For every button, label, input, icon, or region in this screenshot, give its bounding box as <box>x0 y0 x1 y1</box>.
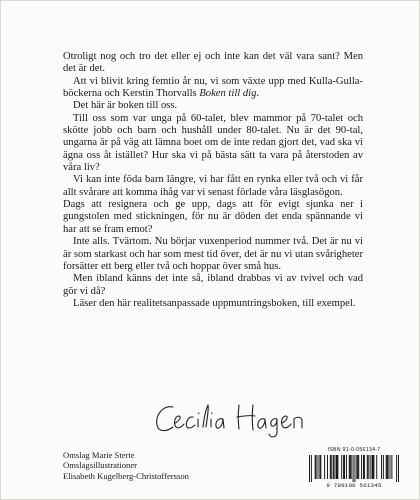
author-signature <box>151 399 311 439</box>
barcode-bar <box>370 455 371 479</box>
barcode-bar <box>351 455 352 479</box>
barcode-bar <box>346 455 347 479</box>
barcode-bar <box>331 455 332 479</box>
blurb-text <box>63 51 363 310</box>
barcode-bar <box>311 455 312 482</box>
paragraph-6: Dags att resignera och ge upp, dags att för evigt sjunka ner i gungstolen med stickningen, för nu är döden det enda spännande vi har att se fram emot? <box>63 199 363 235</box>
paragraph-2 <box>63 76 363 101</box>
barcode-bar <box>388 455 389 479</box>
barcode-bar <box>336 455 337 479</box>
barcode-bar <box>358 455 359 479</box>
barcode-bar <box>376 455 377 479</box>
barcode-bar <box>341 455 342 479</box>
barcode-bar <box>373 455 374 479</box>
paragraph-2-end: . <box>256 88 260 100</box>
barcode-bar <box>387 455 388 479</box>
barcode-bar <box>357 455 358 479</box>
barcode-bar <box>367 455 368 479</box>
barcode-bar <box>327 455 328 479</box>
paragraph-3: Det här är boken till oss. <box>73 100 178 112</box>
barcode-bar <box>320 455 321 479</box>
barcode-image <box>309 455 399 482</box>
barcode-bar <box>350 455 351 479</box>
barcode-bar <box>386 455 387 479</box>
paragraph-4: Till oss som var unga på 60-talet, blev mammor på 70-talet och skötte jobb och barn och hushåll under 80-talet. Nu är det 90-tal, ungarna är på väg att lämna boet om de inte redan gjort det, vad ska vi ägna oss åt istället? Hur ska vi på bästa sätt ta vara på återstoden av våra liv? <box>63 112 363 174</box>
barcode-bar <box>354 455 355 482</box>
barcode-bar <box>318 455 319 479</box>
barcode-bar <box>356 455 357 479</box>
barcode-bar <box>398 455 399 482</box>
barcode-bar <box>381 455 382 479</box>
barcode-bar <box>349 455 350 479</box>
barcode-bar <box>337 455 338 479</box>
barcode-bar <box>396 455 397 482</box>
barcode-bar <box>333 455 334 479</box>
barcode-bar <box>309 455 310 482</box>
cover-credits <box>63 450 189 481</box>
barcode-bar <box>368 455 369 479</box>
barcode-bar <box>391 455 392 479</box>
credit-cover-design: Omslag Marie Sterte <box>63 450 135 460</box>
barcode-bar <box>383 455 384 479</box>
paragraph-7: Inte alls. Tvärtom. Nu börjar vuxenperiod nummer två. Det är nu vi är som starkast och har som mest tid över, det är nu vi utan svårigheter forsätter ett berg eller två och hoppar över små hus. <box>63 236 363 272</box>
paragraph-5: Vi kan inte föda barn längre, vi har fått en rynka eller två och vi får allt svårare att komma ihåg var vi senast förlade våra läsglasögon. <box>63 174 363 198</box>
barcode-bar <box>343 455 344 479</box>
isbn-block <box>309 447 399 491</box>
credit-illustrator: Elisabeth Kugelberg-Christoffersson <box>63 470 189 481</box>
barcode-bar <box>364 455 365 479</box>
barcode-bar <box>334 455 335 479</box>
barcode-digits: 9 789100 561345 <box>326 482 382 489</box>
isbn-number: ISBN 91-0-056134-7 <box>327 447 381 453</box>
credit-illustrations-label: Omslagsillustrationer <box>63 460 137 471</box>
paragraph-2-text: Att vi blivit kring femtio år nu, vi som växte upp med Kulla-Gulla-böckerna och Kerstin Thorvalls <box>63 75 363 100</box>
barcode-bar <box>390 455 391 479</box>
barcode-bar <box>324 455 325 479</box>
barcode-bar <box>353 455 354 482</box>
barcode-bar <box>361 455 362 479</box>
barcode-bar <box>372 455 373 479</box>
barcode-bar <box>315 455 316 479</box>
paragraph-9: Läser den här realitetsanpassade uppmuntringsboken, till exempel. <box>73 297 356 309</box>
barcode-bar <box>330 455 331 479</box>
signature-image <box>151 399 311 439</box>
paragraph-8: Men ibland känns det inte så, ibland drabbas vi av tvivel och vad gör vi då? <box>63 273 363 297</box>
barcode-bar <box>319 455 320 479</box>
barcode-bar <box>336 455 337 479</box>
barcode-bar <box>344 455 345 479</box>
barcode-bar <box>363 455 364 479</box>
book-title: Boken till dig <box>199 88 257 100</box>
barcode-bar <box>372 455 373 479</box>
barcode-bar <box>316 455 317 479</box>
paragraph-1: Otroligt nog och tro det eller ej och inte kan det väl vara sant? Men det är det. <box>63 51 363 75</box>
